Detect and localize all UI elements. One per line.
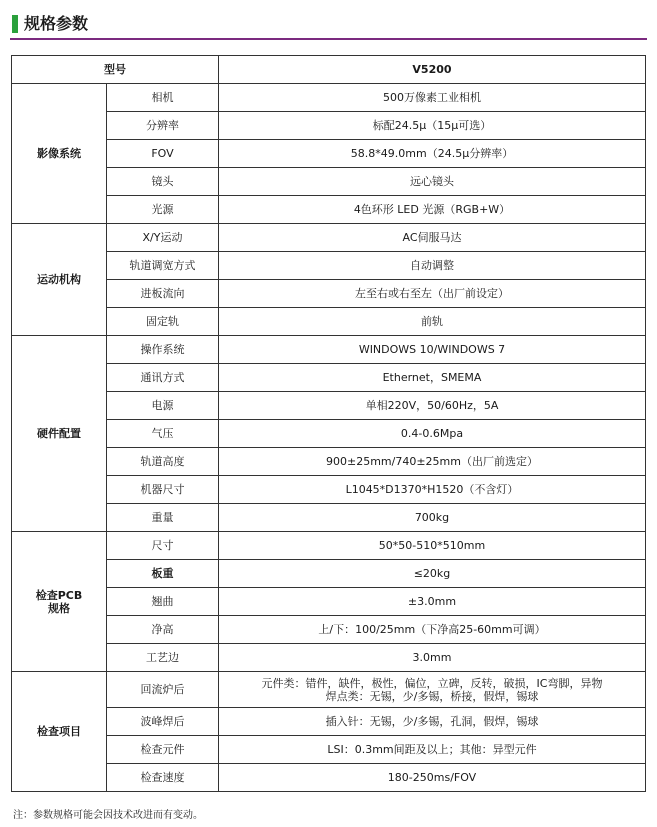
item-value: 远心镜头 (219, 168, 646, 196)
item-label: 分辨率 (107, 112, 219, 140)
item-label: 波峰焊后 (107, 708, 219, 736)
footnote: 注：参数规格可能会因技术改进而有变动。 (13, 810, 203, 821)
header-accent-bar (12, 15, 18, 33)
section-header (10, 10, 647, 40)
item-value: ±3.0mm (219, 588, 646, 616)
item-value (219, 672, 646, 708)
table-row (12, 708, 646, 736)
item-label: 检查速度 (107, 764, 219, 792)
table-header-row (12, 56, 646, 84)
table-row (12, 736, 646, 764)
table-row (12, 252, 646, 280)
item-value: WINDOWS 10/WINDOWS 7 (219, 336, 646, 364)
group-name: 运动机构 (12, 224, 107, 336)
item-label: 相机 (107, 84, 219, 112)
item-value: ≤20kg (219, 560, 646, 588)
item-value: 700kg (219, 504, 646, 532)
item-value: AC伺服马达 (219, 224, 646, 252)
item-value: 50*50-510*510mm (219, 532, 646, 560)
item-value: 单相220V，50/60Hz，5A (219, 392, 646, 420)
item-label: 回流炉后 (107, 672, 219, 708)
table-row (12, 84, 646, 112)
table-row (12, 532, 646, 560)
item-value: 左至右或右至左（出厂前设定） (219, 280, 646, 308)
table-row (12, 476, 646, 504)
item-value-line: 元件类：错件，缺件，极性，偏位，立碑，反转，破损，IC弯脚，异物 (261, 676, 603, 690)
item-label: 轨道高度 (107, 448, 219, 476)
table-row (12, 644, 646, 672)
item-label: 轨道调宽方式 (107, 252, 219, 280)
table-row (12, 392, 646, 420)
table-row (12, 112, 646, 140)
table-row (12, 560, 646, 588)
model-value: V5200 (219, 56, 646, 84)
item-label: 板重 (107, 560, 219, 588)
group-name: 检查项目 (12, 672, 107, 792)
group-name: 影像系统 (12, 84, 107, 224)
item-value: 500万像素工业相机 (219, 84, 646, 112)
item-label: 固定轨 (107, 308, 219, 336)
table-row (12, 420, 646, 448)
table-row (12, 504, 646, 532)
group-name: 检查PCB 规格 (12, 532, 107, 672)
item-value: 3.0mm (219, 644, 646, 672)
section-title: 规格参数 (24, 14, 89, 33)
table-row (12, 140, 646, 168)
item-value: 前轨 (219, 308, 646, 336)
item-label: 工艺边 (107, 644, 219, 672)
item-value: 58.8*49.0mm（24.5μ分辨率） (219, 140, 646, 168)
item-value: 0.4-0.6Mpa (219, 420, 646, 448)
item-label: 净高 (107, 616, 219, 644)
table-row (12, 616, 646, 644)
item-label: 光源 (107, 196, 219, 224)
item-value: LSI：0.3mm间距及以上；其他：异型元件 (219, 736, 646, 764)
item-label: 尺寸 (107, 532, 219, 560)
table-row (12, 196, 646, 224)
table-row (12, 588, 646, 616)
item-value: 标配24.5μ（15μ可选） (219, 112, 646, 140)
table-row (12, 308, 646, 336)
item-value: L1045*D1370*H1520（不含灯） (219, 476, 646, 504)
item-label: 通讯方式 (107, 364, 219, 392)
table-row (12, 336, 646, 364)
item-label: 进板流向 (107, 280, 219, 308)
table-row (12, 764, 646, 792)
table-row (12, 280, 646, 308)
table-row (12, 672, 646, 708)
item-label: 操作系统 (107, 336, 219, 364)
group-name: 硬件配置 (12, 336, 107, 532)
item-value: 900±25mm/740±25mm（出厂前选定） (219, 448, 646, 476)
table-row (12, 448, 646, 476)
item-label: 镜头 (107, 168, 219, 196)
table-row (12, 224, 646, 252)
item-value: Ethernet，SMEMA (219, 364, 646, 392)
item-label: 重量 (107, 504, 219, 532)
item-value: 自动调整 (219, 252, 646, 280)
table-row (12, 364, 646, 392)
item-label: X/Y运动 (107, 224, 219, 252)
item-label: 检查元件 (107, 736, 219, 764)
item-value: 4色环形 LED 光源（RGB+W） (219, 196, 646, 224)
item-value-line: 焊点类：无锡，少/多锡，桥接，假焊，锡球 (325, 689, 539, 703)
item-value: 插入针：无锡，少/多锡，孔洞，假焊，锡球 (219, 708, 646, 736)
item-label: 气压 (107, 420, 219, 448)
item-label: 翘曲 (107, 588, 219, 616)
item-label: 电源 (107, 392, 219, 420)
table-row (12, 168, 646, 196)
item-value: 180-250ms/FOV (219, 764, 646, 792)
model-label: 型号 (12, 56, 219, 84)
item-value: 上/下：100/25mm（下净高25-60mm可调） (219, 616, 646, 644)
item-label: FOV (107, 140, 219, 168)
item-label: 机器尺寸 (107, 476, 219, 504)
spec-table (11, 55, 646, 792)
